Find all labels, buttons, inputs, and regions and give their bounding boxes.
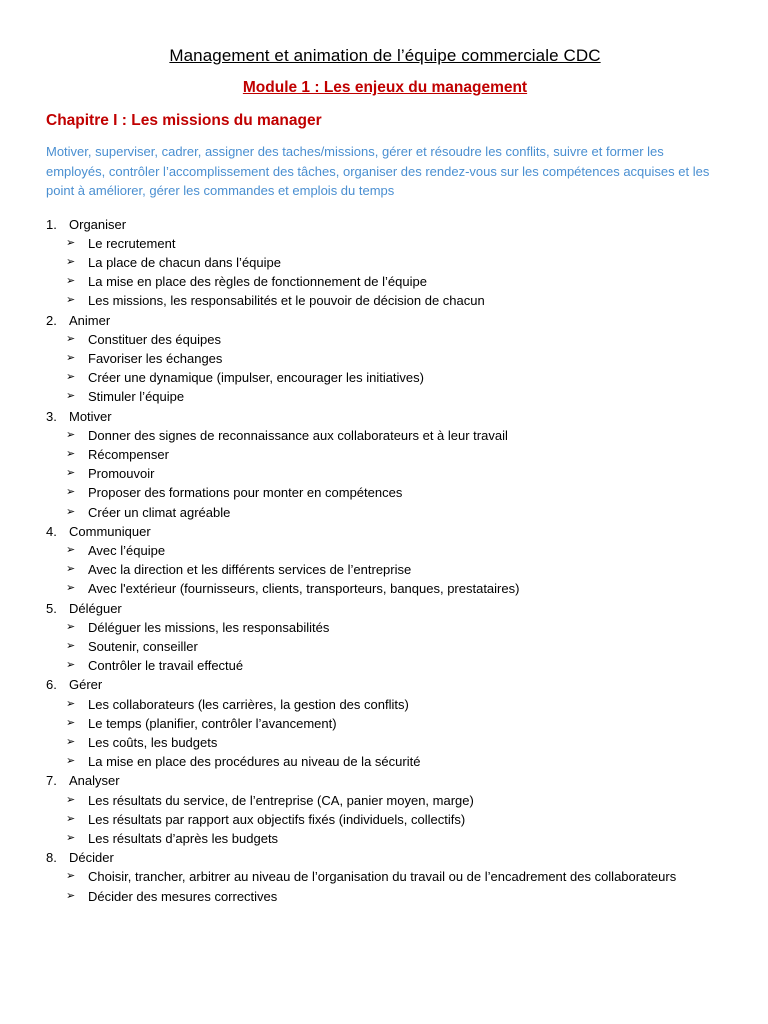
arrow-bullet-icon: ➢: [66, 716, 76, 729]
list-item: [46, 848, 724, 906]
list-item-number: 2.: [46, 312, 57, 328]
list-item-heading: [46, 407, 724, 426]
sub-list-item: [46, 387, 724, 406]
sub-list: [46, 234, 724, 311]
arrow-bullet-icon: ➢: [66, 467, 76, 480]
list-item-number: 5.: [46, 600, 57, 616]
sub-list-item: [46, 503, 724, 522]
list-item-number: 8.: [46, 850, 57, 866]
sub-list: [46, 791, 724, 849]
sub-list-item: [46, 445, 724, 464]
arrow-bullet-icon: ➢: [66, 332, 76, 345]
sub-list-item-text: Les coûts, les budgets: [88, 734, 218, 750]
missions-list: [46, 215, 724, 906]
arrow-bullet-icon: ➢: [66, 659, 76, 672]
arrow-bullet-icon: ➢: [66, 351, 76, 364]
arrow-bullet-icon: ➢: [66, 275, 76, 288]
list-item-label: Décider: [69, 850, 114, 866]
sub-list-item-text: Déléguer les missions, les responsabilités: [88, 619, 330, 635]
sub-list-item: [46, 637, 724, 656]
sub-list: [46, 618, 724, 676]
list-item-label: Communiquer: [69, 523, 151, 539]
sub-list-item: [46, 349, 724, 368]
sub-list-item: [46, 560, 724, 579]
sub-list-item-text: Décider des mesures correctives: [88, 888, 278, 904]
sub-list-item: [46, 695, 724, 714]
list-item: [46, 311, 724, 407]
sub-list-item: [46, 291, 724, 310]
arrow-bullet-icon: ➢: [66, 639, 76, 652]
sub-list-item: [46, 541, 724, 560]
sub-list-item-text: Avec l’équipe: [88, 542, 166, 558]
sub-list-item-text: Récompenser: [88, 446, 169, 462]
arrow-bullet-icon: ➢: [66, 563, 76, 576]
list-item-label: Organiser: [69, 216, 127, 232]
arrow-bullet-icon: ➢: [66, 255, 76, 268]
list-item: [46, 599, 724, 676]
sub-list-item-text: La place de chacun dans l’équipe: [88, 254, 281, 270]
list-item-number: 6.: [46, 677, 57, 693]
list-item-label: Animer: [69, 312, 111, 328]
sub-list: [46, 330, 724, 407]
sub-list-item-text: Soutenir, conseiller: [88, 638, 198, 654]
arrow-bullet-icon: ➢: [66, 870, 76, 883]
arrow-bullet-icon: ➢: [66, 428, 76, 441]
sub-list-item: [46, 714, 724, 733]
arrow-bullet-icon: ➢: [66, 755, 76, 768]
intro-paragraph: Motiver, superviser, cadrer, assigner des taches/missions, gérer et résoudre les conflits, suivre et former les employés, contrôler l’accomplissement des tâches, organiser des rendez-vous sur les compétences acquises et les point à améliorer, gérer les commandes et emplois du temps: [46, 144, 710, 198]
sub-list-item-text: Le recrutement: [88, 235, 176, 251]
sub-list-item: [46, 752, 724, 771]
arrow-bullet-icon: ➢: [66, 697, 76, 710]
sub-list-item: [46, 810, 724, 829]
sub-list-item: [46, 426, 724, 445]
list-item-label: Gérer: [69, 677, 103, 693]
arrow-bullet-icon: ➢: [66, 735, 76, 748]
arrow-bullet-icon: ➢: [66, 236, 76, 249]
list-item-heading: [46, 522, 724, 541]
module-heading: Module 1 : Les enjeux du management: [242, 79, 528, 96]
list-item-heading: [46, 675, 724, 694]
arrow-bullet-icon: ➢: [66, 793, 76, 806]
list-item-heading: [46, 771, 724, 790]
sub-list-item: [46, 829, 724, 848]
sub-list-item: [46, 618, 724, 637]
arrow-bullet-icon: ➢: [66, 889, 76, 902]
sub-list-item: [46, 656, 724, 675]
arrow-bullet-icon: ➢: [66, 812, 76, 825]
sub-list-item: [46, 234, 724, 253]
sub-list-item-text: Le temps (planifier, contrôler l’avancement): [88, 715, 337, 731]
sub-list-item-text: Choisir, trancher, arbitrer au niveau de l’organisation du travail ou de l’encadrement des collaborateurs: [88, 869, 677, 885]
list-item-number: 4.: [46, 523, 57, 539]
arrow-bullet-icon: ➢: [66, 447, 76, 460]
arrow-bullet-icon: ➢: [66, 390, 76, 403]
sub-list: [46, 541, 724, 599]
sub-list-item: [46, 368, 724, 387]
sub-list-item-text: Proposer des formations pour monter en compétences: [88, 485, 403, 501]
sub-list-item: [46, 253, 724, 272]
sub-list-item: [46, 464, 724, 483]
sub-list-item-text: Avec la direction et les différents services de l’entreprise: [88, 562, 412, 578]
list-item-label: Motiver: [69, 408, 112, 424]
sub-list-item: [46, 579, 724, 598]
sub-list: [46, 867, 724, 905]
sub-list-item-text: Constituer des équipes: [88, 331, 221, 347]
list-item-heading: [46, 311, 724, 330]
list-item: [46, 522, 724, 599]
sub-list-item-text: Les résultats d’après les budgets: [88, 831, 279, 846]
sub-list-item-text: Promouvoir: [88, 466, 155, 482]
list-item-number: 1.: [46, 216, 57, 232]
sub-list-item-text: Créer un climat agréable: [88, 504, 231, 520]
arrow-bullet-icon: ➢: [66, 543, 76, 556]
sub-list-item-text: Avec l'extérieur (fournisseurs, clients, transporteurs, banques, prestataires): [88, 581, 520, 597]
arrow-bullet-icon: ➢: [66, 486, 76, 499]
list-item: [46, 407, 724, 522]
sub-list-item-text: Les résultats par rapport aux objectifs fixés (individuels, collectifs): [88, 811, 466, 827]
list-item-heading: [46, 848, 724, 867]
sub-list-item-text: Favoriser les échanges: [88, 350, 223, 366]
sub-list-item-text: Les résultats du service, de l’entreprise (CA, panier moyen, marge): [88, 792, 474, 808]
chapter-heading: Chapitre I : Les missions du manager: [46, 112, 322, 129]
document-title: Management et animation de l’équipe commerciale CDC: [169, 46, 601, 65]
sub-list-item: [46, 887, 724, 906]
sub-list-item-text: Les missions, les responsabilités et le pouvoir de décision de chacun: [88, 293, 485, 309]
sub-list-item-text: Les collaborateurs (les carrières, la gestion des conflits): [88, 696, 409, 712]
arrow-bullet-icon: ➢: [66, 294, 76, 307]
list-item-heading: [46, 215, 724, 234]
arrow-bullet-icon: ➢: [66, 832, 76, 844]
arrow-bullet-icon: ➢: [66, 371, 76, 384]
list-item: [46, 215, 724, 311]
sub-list-item: [46, 791, 724, 810]
sub-list-item-text: Stimuler l’équipe: [88, 389, 185, 405]
list-item: [46, 771, 724, 848]
sub-list: [46, 695, 724, 772]
list-item-label: Analyser: [69, 773, 120, 789]
sub-list-item-text: Donner des signes de reconnaissance aux collaborateurs et à leur travail: [88, 427, 508, 443]
sub-list-item-text: La mise en place des procédures au niveau de la sécurité: [88, 754, 421, 770]
list-item: [46, 675, 724, 771]
list-item-heading: [46, 599, 724, 618]
sub-list: [46, 426, 724, 522]
sub-list-item: [46, 330, 724, 349]
list-item-label: Déléguer: [69, 600, 122, 616]
sub-list-item-text: La mise en place des règles de fonctionnement de l’équipe: [88, 274, 427, 290]
sub-list-item: [46, 272, 724, 291]
arrow-bullet-icon: ➢: [66, 620, 76, 633]
list-item-number: 7.: [46, 773, 57, 789]
sub-list-item-text: Créer une dynamique (impulser, encourager les initiatives): [88, 370, 424, 386]
arrow-bullet-icon: ➢: [66, 505, 76, 518]
sub-list-item: [46, 867, 724, 886]
sub-list-item: [46, 733, 724, 752]
sub-list-item-text: Contrôler le travail effectué: [88, 658, 244, 674]
list-item-number: 3.: [46, 408, 57, 424]
arrow-bullet-icon: ➢: [66, 582, 76, 595]
sub-list-item: [46, 483, 724, 502]
